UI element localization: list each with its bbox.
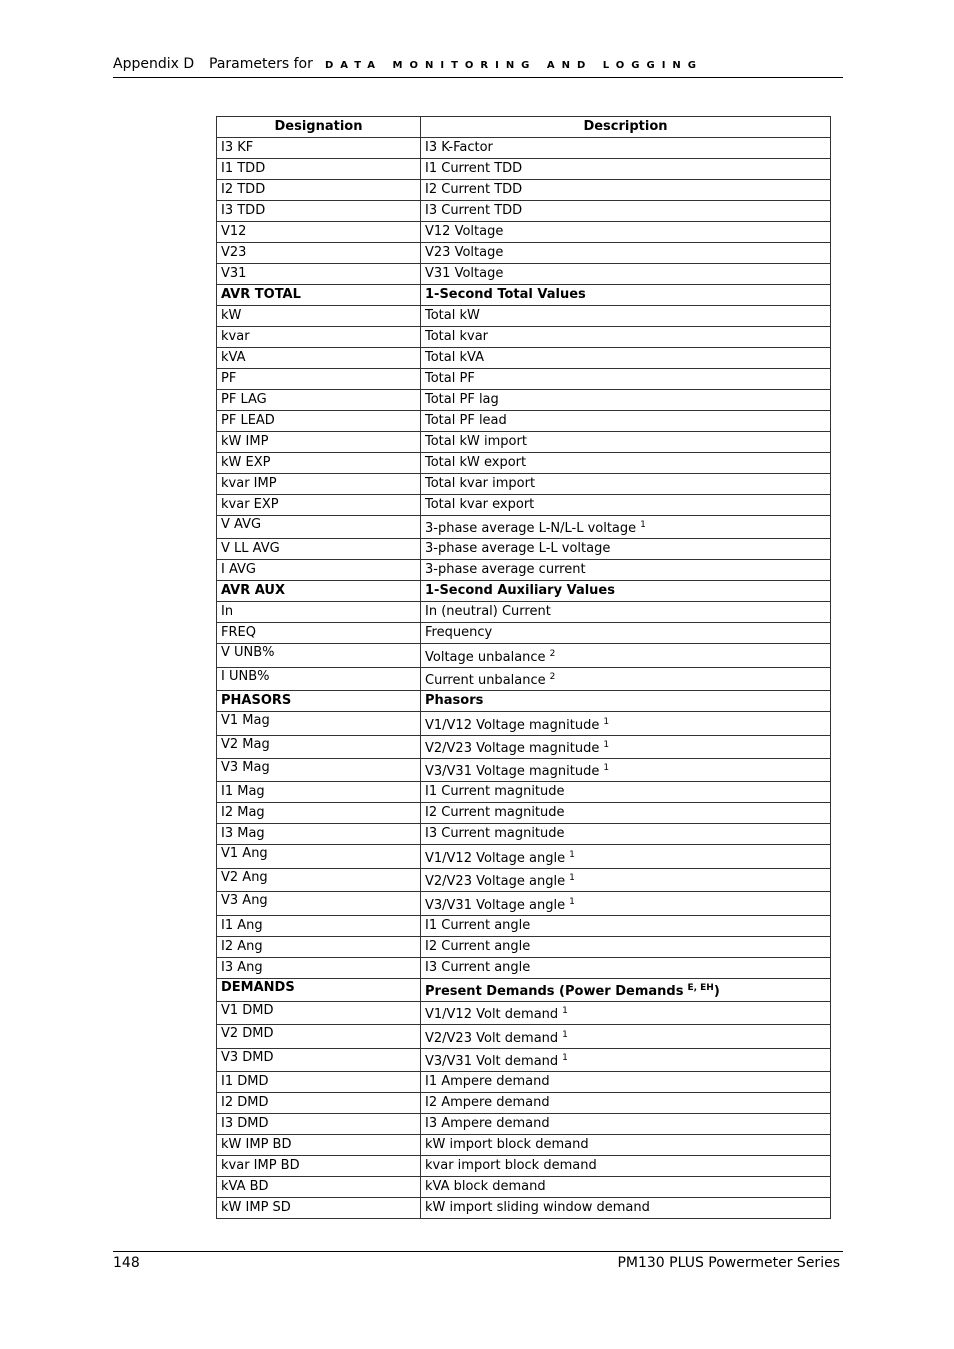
footnote-marker: E, EH [687, 982, 714, 993]
description-suffix: ) [713, 983, 720, 999]
table-row [217, 1025, 831, 1048]
description-cell [421, 1198, 831, 1219]
table-row [217, 495, 831, 516]
description-cell [421, 1072, 831, 1093]
table-row [217, 1198, 831, 1219]
description-cell [421, 602, 831, 623]
designation-cell: I3 Ang [217, 957, 421, 978]
description-text: Total PF lag [425, 392, 499, 407]
description-text: V2/V23 Volt demand [425, 1030, 559, 1046]
table-row [217, 1001, 831, 1024]
description-text: I3 Current TDD [425, 203, 523, 218]
table-row [217, 892, 831, 915]
table-row [217, 180, 831, 201]
description-cell [421, 936, 831, 957]
description-cell [421, 159, 831, 180]
designation-cell: kW IMP [217, 432, 421, 453]
designation-cell: V LL AVG [217, 539, 421, 560]
table-row [217, 712, 831, 735]
designation-cell: AVR TOTAL [217, 285, 421, 306]
footnote-marker: 1 [603, 716, 610, 727]
description-cell [421, 1001, 831, 1024]
designation-cell: kW IMP BD [217, 1135, 421, 1156]
description-cell [421, 264, 831, 285]
description-text: Total kvar import [425, 476, 536, 491]
description-text: I3 K-Factor [425, 140, 493, 155]
description-cell [421, 1114, 831, 1135]
description-cell [421, 957, 831, 978]
table-row [217, 264, 831, 285]
table-row [217, 1156, 831, 1177]
table-row [217, 1135, 831, 1156]
designation-cell: kvar IMP BD [217, 1156, 421, 1177]
table-group-row [217, 978, 831, 1001]
description-text: Total PF lead [425, 413, 507, 428]
description-cell [421, 539, 831, 560]
description-cell [421, 892, 831, 915]
table-row [217, 560, 831, 581]
description-text: Total kW [425, 308, 480, 323]
table-row [217, 803, 831, 824]
footnote-marker: 1 [640, 520, 646, 531]
table-group-row [217, 285, 831, 306]
designation-cell: I3 TDD [217, 201, 421, 222]
footnote-marker: 1 [603, 763, 610, 774]
page-header [113, 55, 843, 78]
description-text: I1 Current angle [425, 917, 531, 933]
description-cell [421, 390, 831, 411]
designation-cell: DEMANDS [217, 978, 421, 1001]
table-row [217, 915, 831, 936]
designation-cell: I AVG [217, 560, 421, 581]
description-cell [421, 978, 831, 1001]
description-cell [421, 1093, 831, 1114]
description-text: 1-Second Auxiliary Values [425, 583, 615, 599]
designation-cell: V2 Mag [217, 735, 421, 758]
designation-cell: I2 DMD [217, 1093, 421, 1114]
table-row [217, 735, 831, 758]
description-cell [421, 180, 831, 201]
footnote-marker: 1 [562, 1053, 568, 1064]
designation-cell: V2 Ang [217, 868, 421, 891]
description-cell [421, 1025, 831, 1048]
designation-cell: kVA BD [217, 1177, 421, 1198]
table-row [217, 411, 831, 432]
table-row [217, 936, 831, 957]
table-row [217, 243, 831, 264]
designation-cell: V2 DMD [217, 1025, 421, 1048]
description-text: Phasors [425, 693, 484, 709]
footnote-marker: 2 [549, 648, 556, 659]
product-series: PM130 PLUS Powermeter Series [617, 1255, 840, 1271]
table-row [217, 474, 831, 495]
description-cell [421, 138, 831, 159]
description-cell [421, 516, 831, 539]
description-text: Current unbalance [425, 673, 546, 689]
section-title: DATA MONITORING AND LOGGING [325, 60, 703, 71]
description-text: V12 Voltage [425, 224, 504, 239]
description-text: I2 Current angle [425, 938, 531, 954]
designation-cell: V12 [217, 222, 421, 243]
description-text: I2 Current magnitude [425, 805, 565, 821]
description-text: Present Demands (Power Demands [425, 983, 684, 999]
description-cell [421, 581, 831, 602]
description-text: kvar import block demand [425, 1158, 597, 1174]
table-group-row [217, 581, 831, 602]
designation-cell: V23 [217, 243, 421, 264]
designation-cell: I2 TDD [217, 180, 421, 201]
designation-cell: In [217, 602, 421, 623]
description-text: I2 Current TDD [425, 182, 523, 197]
footnote-marker: 1 [569, 896, 575, 907]
table-row [217, 222, 831, 243]
designation-cell: I1 Mag [217, 782, 421, 803]
page-footer [113, 1251, 843, 1276]
description-text: V3/V31 Voltage angle [425, 897, 566, 913]
designation-cell: V31 [217, 264, 421, 285]
designation-cell: I3 DMD [217, 1114, 421, 1135]
designation-cell: kvar IMP [217, 474, 421, 495]
designation-cell: FREQ [217, 623, 421, 644]
description-cell [421, 285, 831, 306]
description-text: Voltage unbalance [425, 649, 546, 665]
table-row [217, 602, 831, 623]
description-text: I1 Ampere demand [425, 1074, 550, 1090]
table-row [217, 845, 831, 868]
description-text: 3-phase average L-N/L-L voltage [425, 521, 637, 537]
table-row [217, 539, 831, 560]
description-text: Total kW export [425, 455, 527, 470]
appendix-label: Appendix D [113, 56, 195, 72]
table-row [217, 348, 831, 369]
table-row [217, 1177, 831, 1198]
table-row [217, 758, 831, 781]
table-row [217, 306, 831, 327]
description-text: I3 Ampere demand [425, 1116, 550, 1132]
description-text: 1-Second Total Values [425, 287, 586, 302]
table-row [217, 1072, 831, 1093]
description-cell [421, 1156, 831, 1177]
designation-cell: I1 Ang [217, 915, 421, 936]
description-text: kW import block demand [425, 1137, 589, 1153]
designation-cell: V UNB% [217, 644, 421, 667]
description-cell [421, 1135, 831, 1156]
description-cell [421, 201, 831, 222]
description-text: V3/V31 Volt demand [425, 1054, 559, 1070]
description-text: 3-phase average current [425, 562, 586, 578]
description-cell [421, 453, 831, 474]
description-cell [421, 803, 831, 824]
table-row [217, 623, 831, 644]
description-text: kW import sliding window demand [425, 1200, 650, 1216]
designation-cell: PF [217, 369, 421, 390]
description-text: I2 Ampere demand [425, 1095, 550, 1111]
footnote-marker: 1 [562, 1029, 568, 1040]
description-cell [421, 712, 831, 735]
description-cell [421, 758, 831, 781]
description-cell [421, 1048, 831, 1071]
description-text: Total PF [425, 371, 475, 386]
designation-cell: V1 DMD [217, 1001, 421, 1024]
description-text: V23 Voltage [425, 245, 504, 260]
column-header-description: Description [421, 117, 831, 138]
description-text: In (neutral) Current [425, 604, 551, 620]
table-row [217, 432, 831, 453]
description-text: kVA block demand [425, 1179, 546, 1195]
description-cell [421, 306, 831, 327]
description-text: I3 Current angle [425, 959, 531, 975]
description-cell [421, 222, 831, 243]
designation-cell: I1 TDD [217, 159, 421, 180]
designation-cell: I1 DMD [217, 1072, 421, 1093]
table-row [217, 453, 831, 474]
description-text: Total kW import [425, 434, 527, 449]
footnote-marker: 1 [562, 1006, 568, 1017]
table-row [217, 1114, 831, 1135]
table-row [217, 667, 831, 690]
description-cell [421, 432, 831, 453]
description-cell [421, 644, 831, 667]
parameters-table [216, 116, 831, 1219]
designation-cell: I2 Ang [217, 936, 421, 957]
description-text: Total kvar [425, 329, 489, 344]
table-row [217, 327, 831, 348]
description-text: Total kvar export [425, 497, 535, 512]
description-text: Frequency [425, 625, 493, 641]
description-text: I1 Current magnitude [425, 784, 565, 800]
designation-cell: kvar EXP [217, 495, 421, 516]
designation-cell: V1 Ang [217, 845, 421, 868]
description-cell [421, 327, 831, 348]
designation-cell: I3 Mag [217, 824, 421, 845]
table-row [217, 516, 831, 539]
designation-cell: V AVG [217, 516, 421, 539]
description-text: V3/V31 Voltage magnitude [425, 764, 600, 780]
table-row [217, 159, 831, 180]
designation-cell: kVA [217, 348, 421, 369]
description-cell [421, 735, 831, 758]
description-cell [421, 782, 831, 803]
column-header-designation: Designation [217, 117, 421, 138]
description-text: V2/V23 Voltage magnitude [425, 740, 600, 756]
table-row [217, 1093, 831, 1114]
description-cell [421, 369, 831, 390]
description-cell [421, 560, 831, 581]
designation-cell: kW EXP [217, 453, 421, 474]
designation-cell: I UNB% [217, 667, 421, 690]
description-text: 3-phase average L-L voltage [425, 541, 611, 557]
table-row [217, 868, 831, 891]
table-row [217, 390, 831, 411]
description-text: V31 Voltage [425, 266, 504, 281]
description-cell [421, 691, 831, 712]
designation-cell: PF LAG [217, 390, 421, 411]
designation-cell: PHASORS [217, 691, 421, 712]
description-text: V1/V12 Voltage angle [425, 850, 566, 866]
description-cell [421, 824, 831, 845]
table-body [217, 138, 831, 1219]
description-cell [421, 868, 831, 891]
designation-cell: V1 Mag [217, 712, 421, 735]
designation-cell: V3 DMD [217, 1048, 421, 1071]
description-text: V1/V12 Volt demand [425, 1007, 559, 1023]
description-cell [421, 667, 831, 690]
description-cell [421, 623, 831, 644]
designation-cell: PF LEAD [217, 411, 421, 432]
designation-cell: AVR AUX [217, 581, 421, 602]
designation-cell: V3 Ang [217, 892, 421, 915]
table-row [217, 957, 831, 978]
designation-cell: kW IMP SD [217, 1198, 421, 1219]
page-number: 148 [113, 1255, 140, 1271]
footnote-marker: 1 [569, 873, 575, 884]
description-cell [421, 348, 831, 369]
designation-cell: V3 Mag [217, 758, 421, 781]
description-cell [421, 495, 831, 516]
parameters-for-label: Parameters for [209, 56, 313, 72]
description-cell [421, 474, 831, 495]
designation-cell: kW [217, 306, 421, 327]
description-text: Total kVA [425, 350, 484, 365]
table-row [217, 644, 831, 667]
table-row [217, 1048, 831, 1071]
designation-cell: I2 Mag [217, 803, 421, 824]
description-cell [421, 243, 831, 264]
table-group-row [217, 691, 831, 712]
footnote-marker: 1 [569, 849, 575, 860]
description-text: V2/V23 Voltage angle [425, 874, 566, 890]
description-cell [421, 845, 831, 868]
description-text: I3 Current magnitude [425, 826, 565, 842]
description-text: I1 Current TDD [425, 161, 523, 176]
designation-cell: kvar [217, 327, 421, 348]
description-cell [421, 411, 831, 432]
table-header-row [217, 117, 831, 138]
footnote-marker: 2 [549, 672, 556, 683]
description-cell [421, 1177, 831, 1198]
table-row [217, 782, 831, 803]
table-row [217, 138, 831, 159]
designation-cell: I3 KF [217, 138, 421, 159]
description-text: V1/V12 Voltage magnitude [425, 717, 600, 733]
description-cell [421, 915, 831, 936]
footnote-marker: 1 [603, 739, 610, 750]
table-row [217, 369, 831, 390]
table-row [217, 824, 831, 845]
table-row [217, 201, 831, 222]
